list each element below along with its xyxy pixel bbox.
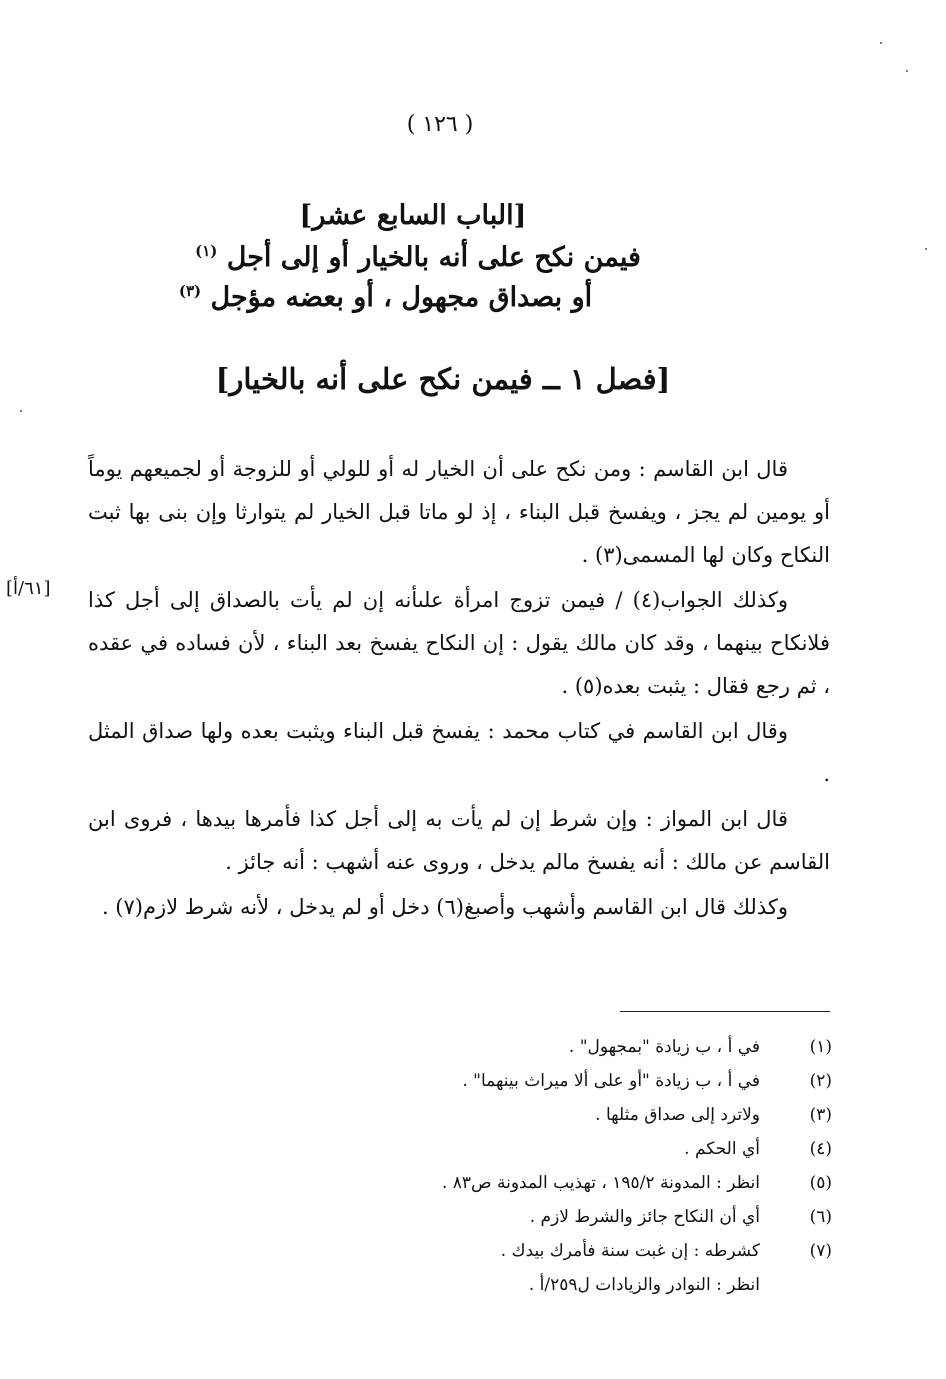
chapter-title-line-2 bbox=[0, 242, 946, 273]
footnote-item bbox=[360, 1098, 832, 1132]
footnote-item bbox=[360, 1166, 832, 1200]
footnote-number: (٣) bbox=[809, 1105, 832, 1125]
footnote-text: انظر : المدونة ١٩٥/٢ ، تهذيب المدونة ص٨٣ . bbox=[441, 1173, 760, 1193]
footnote-ref-3: (٣) bbox=[178, 282, 202, 300]
section-title: [فصل ١ ــ فيمن نكح على أنه بالخيار] bbox=[215, 362, 671, 396]
footnote-text: في أ ، ب زيادة "أو على ألا ميراث بينهما" . bbox=[462, 1071, 760, 1091]
footnote-text: كشرطه : إن غبت سنة فأمرك بيدك . bbox=[500, 1241, 760, 1261]
footnote-number: (٤) bbox=[809, 1139, 832, 1159]
footnote-item bbox=[360, 1200, 832, 1234]
footnote-number: (٥) bbox=[809, 1173, 832, 1193]
footnote-number: (٢) bbox=[809, 1071, 832, 1091]
footnote-text: أي الحكم . bbox=[684, 1139, 760, 1159]
paragraph: قال ابن المواز : وإن شرط إن لم يأت به إلى أجل كذا فأمرها بيدها ، فروى ابن القاسم عن مالك : أنه يفسخ مالم يدخل ، وروى عنه أشهب : أنه جائز . bbox=[88, 807, 830, 874]
footnotes bbox=[360, 1030, 832, 1302]
footnote-ref-1: (١) bbox=[195, 242, 218, 260]
footnote-item bbox=[360, 1234, 832, 1268]
page-number: ( ١٢٦ ) bbox=[406, 112, 474, 137]
footnote-separator bbox=[620, 1011, 830, 1012]
scan-speck bbox=[20, 410, 22, 412]
paragraph: وكذلك الجواب(٤) / فيمن تزوج امرأة علىأنه إن لم يأت بالصداق إلى أجل كذا فلانكاح بينهما ، وقد كان مالك يقول : إن النكاح يفسخ بعد البناء ، لأن فساده في عقده ، ثم رجع فقال : يثبت بعده(٥) . bbox=[88, 588, 830, 698]
margin-folio-reference: [٦١/أ] bbox=[6, 578, 51, 599]
paragraph: وكذلك قال ابن القاسم وأشهب وأصبغ(٦) دخل أو لم يدخل ، لأنه شرط لازم(٧) . bbox=[101, 895, 788, 919]
footnote-number: (١) bbox=[809, 1037, 832, 1057]
chapter-title-line-3 bbox=[0, 282, 946, 313]
paragraph: قال ابن القاسم : ومن نكح على أن الخيار له أو للولي أو للزوجة أو لجميعهم يوماً أو يومين لم يجز ، ويفسخ قبل البناء ، إذ لو ماتا قبل الخيار لم يتوارثا وإن بنى بها ثبت النكاح وكان لها المسمى(٣) . bbox=[88, 457, 830, 567]
footnote-text: في أ ، ب زيادة "بمجهول" . bbox=[568, 1037, 760, 1057]
footnote-item bbox=[360, 1030, 832, 1064]
chapter-title-text-3: أو بصداق مجهول ، أو بعضه مؤجل bbox=[210, 282, 593, 313]
footnote-item bbox=[360, 1132, 832, 1166]
scan-speck bbox=[906, 70, 908, 72]
scan-speck bbox=[880, 42, 882, 44]
footnote-number: (٧) bbox=[809, 1241, 832, 1261]
paragraph: وقال ابن القاسم في كتاب محمد : يفسخ قبل البناء ويثبت بعده ولها صداق المثل . bbox=[88, 719, 830, 786]
chapter-title-text-2: فيمن نكح على أنه بالخيار أو إلى أجل bbox=[226, 242, 641, 273]
footnote-text: أي أن النكاح جائز والشرط لازم . bbox=[529, 1207, 760, 1227]
footnote-item bbox=[360, 1064, 832, 1098]
chapter-title-line-1: [الباب السابع عشر] bbox=[299, 200, 527, 231]
main-text bbox=[88, 448, 830, 931]
footnote-continuation: انظر : النوادر والزيادات ل٢٥٩/أ . bbox=[528, 1275, 760, 1295]
scan-speck bbox=[925, 248, 927, 250]
footnote-text: ولاترد إلى صداق مثلها . bbox=[595, 1105, 760, 1125]
footnote-number: (٦) bbox=[809, 1207, 832, 1227]
